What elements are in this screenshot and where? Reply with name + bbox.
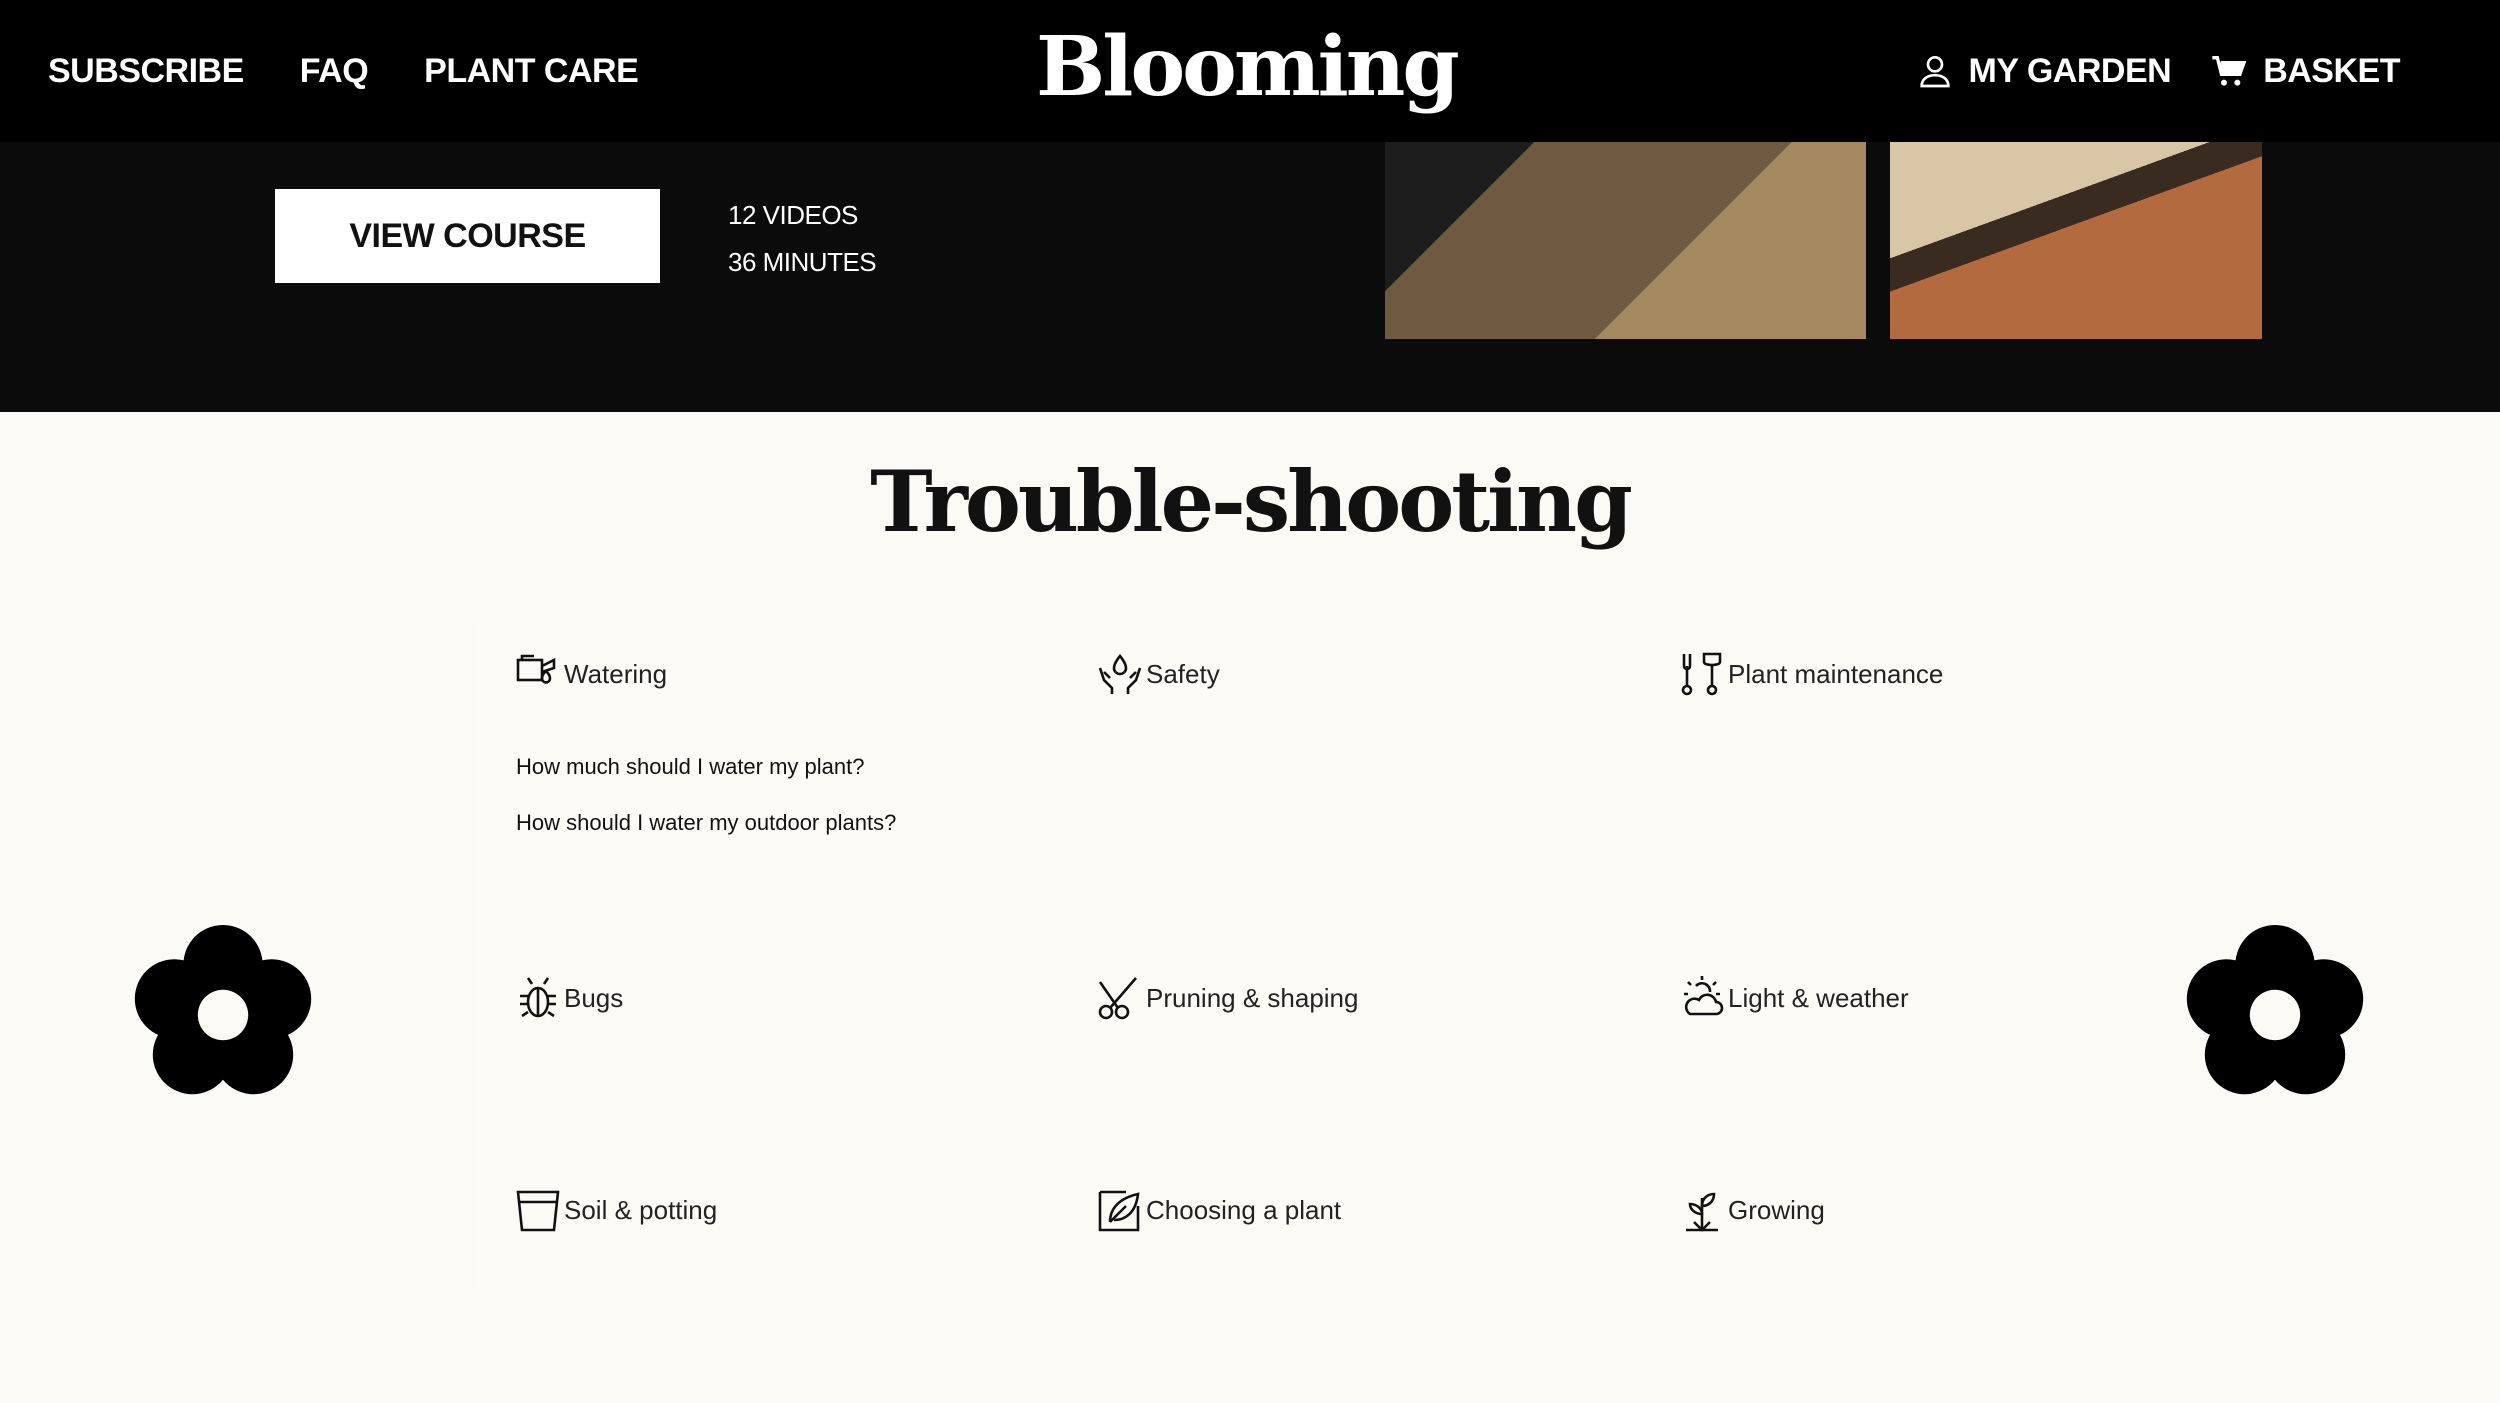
view-course-button[interactable]: VIEW COURSE xyxy=(275,189,660,283)
basket-link[interactable] xyxy=(2209,51,2400,91)
nav-subscribe[interactable]: SUBSCRIBE xyxy=(48,51,244,90)
category-label: Choosing a plant xyxy=(1146,1194,1342,1225)
nav-plant-care[interactable]: PLANT CARE xyxy=(424,51,639,90)
category-light-weather[interactable] xyxy=(1678,974,1909,1022)
bug-icon xyxy=(514,974,562,1022)
hands-drop-icon xyxy=(1096,650,1144,698)
nav-faq[interactable]: FAQ xyxy=(299,51,369,90)
faq-water-amount[interactable]: How much should I water my plant? xyxy=(516,754,865,779)
category-soil-potting[interactable] xyxy=(514,1186,717,1234)
video-count: 12 VIDEOS xyxy=(728,200,858,230)
course-hero xyxy=(0,142,2500,412)
course-photo-burlap xyxy=(1385,142,1866,339)
leaf-icon xyxy=(1096,1186,1144,1234)
scissors-icon xyxy=(1096,974,1144,1022)
category-label: Safety xyxy=(1146,658,1220,689)
category-pruning[interactable] xyxy=(1096,974,1358,1022)
my-garden-link[interactable] xyxy=(1915,51,2172,91)
course-photo-potting xyxy=(1890,142,2262,339)
category-plant-maintenance[interactable] xyxy=(1678,650,1943,698)
my-garden-label: MY GARDEN xyxy=(1968,51,2172,90)
basket-label: BASKET xyxy=(2263,51,2400,90)
brand-logo[interactable] xyxy=(1036,12,1456,122)
course-meta xyxy=(728,192,876,286)
category-safety[interactable] xyxy=(1096,650,1220,698)
watering-can-icon xyxy=(514,650,562,698)
sprout-icon xyxy=(1678,1186,1726,1234)
section-title: Trouble-shooting xyxy=(870,452,1630,551)
top-navigation-bar xyxy=(0,0,2500,142)
account-nav xyxy=(1915,0,2400,142)
category-watering[interactable] xyxy=(514,650,667,698)
flower-right-icon xyxy=(2185,925,2365,1105)
primary-nav xyxy=(48,0,638,142)
pot-icon xyxy=(514,1186,562,1234)
category-label: Bugs xyxy=(564,982,624,1013)
user-icon xyxy=(1915,51,1955,91)
category-bugs[interactable] xyxy=(514,974,623,1022)
brand-name: Blooming xyxy=(1036,19,1457,115)
category-label: Growing xyxy=(1728,1194,1825,1225)
category-growing[interactable] xyxy=(1678,1186,1825,1234)
cart-icon xyxy=(2209,51,2249,91)
flower-left-icon xyxy=(133,925,313,1105)
category-label: Watering xyxy=(564,658,668,689)
category-label: Light & weather xyxy=(1728,982,1909,1013)
category-label: Plant maintenance xyxy=(1728,658,1944,689)
category-choosing-plant[interactable] xyxy=(1096,1186,1341,1234)
sun-cloud-icon xyxy=(1678,974,1726,1022)
course-duration: 36 MINUTES xyxy=(728,247,877,277)
garden-tools-icon xyxy=(1678,650,1726,698)
category-label: Soil & potting xyxy=(564,1194,718,1225)
category-label: Pruning & shaping xyxy=(1146,982,1359,1013)
troubleshooting-panel xyxy=(478,618,2016,1294)
faq-water-outdoor[interactable]: How should I water my outdoor plants? xyxy=(516,810,897,835)
